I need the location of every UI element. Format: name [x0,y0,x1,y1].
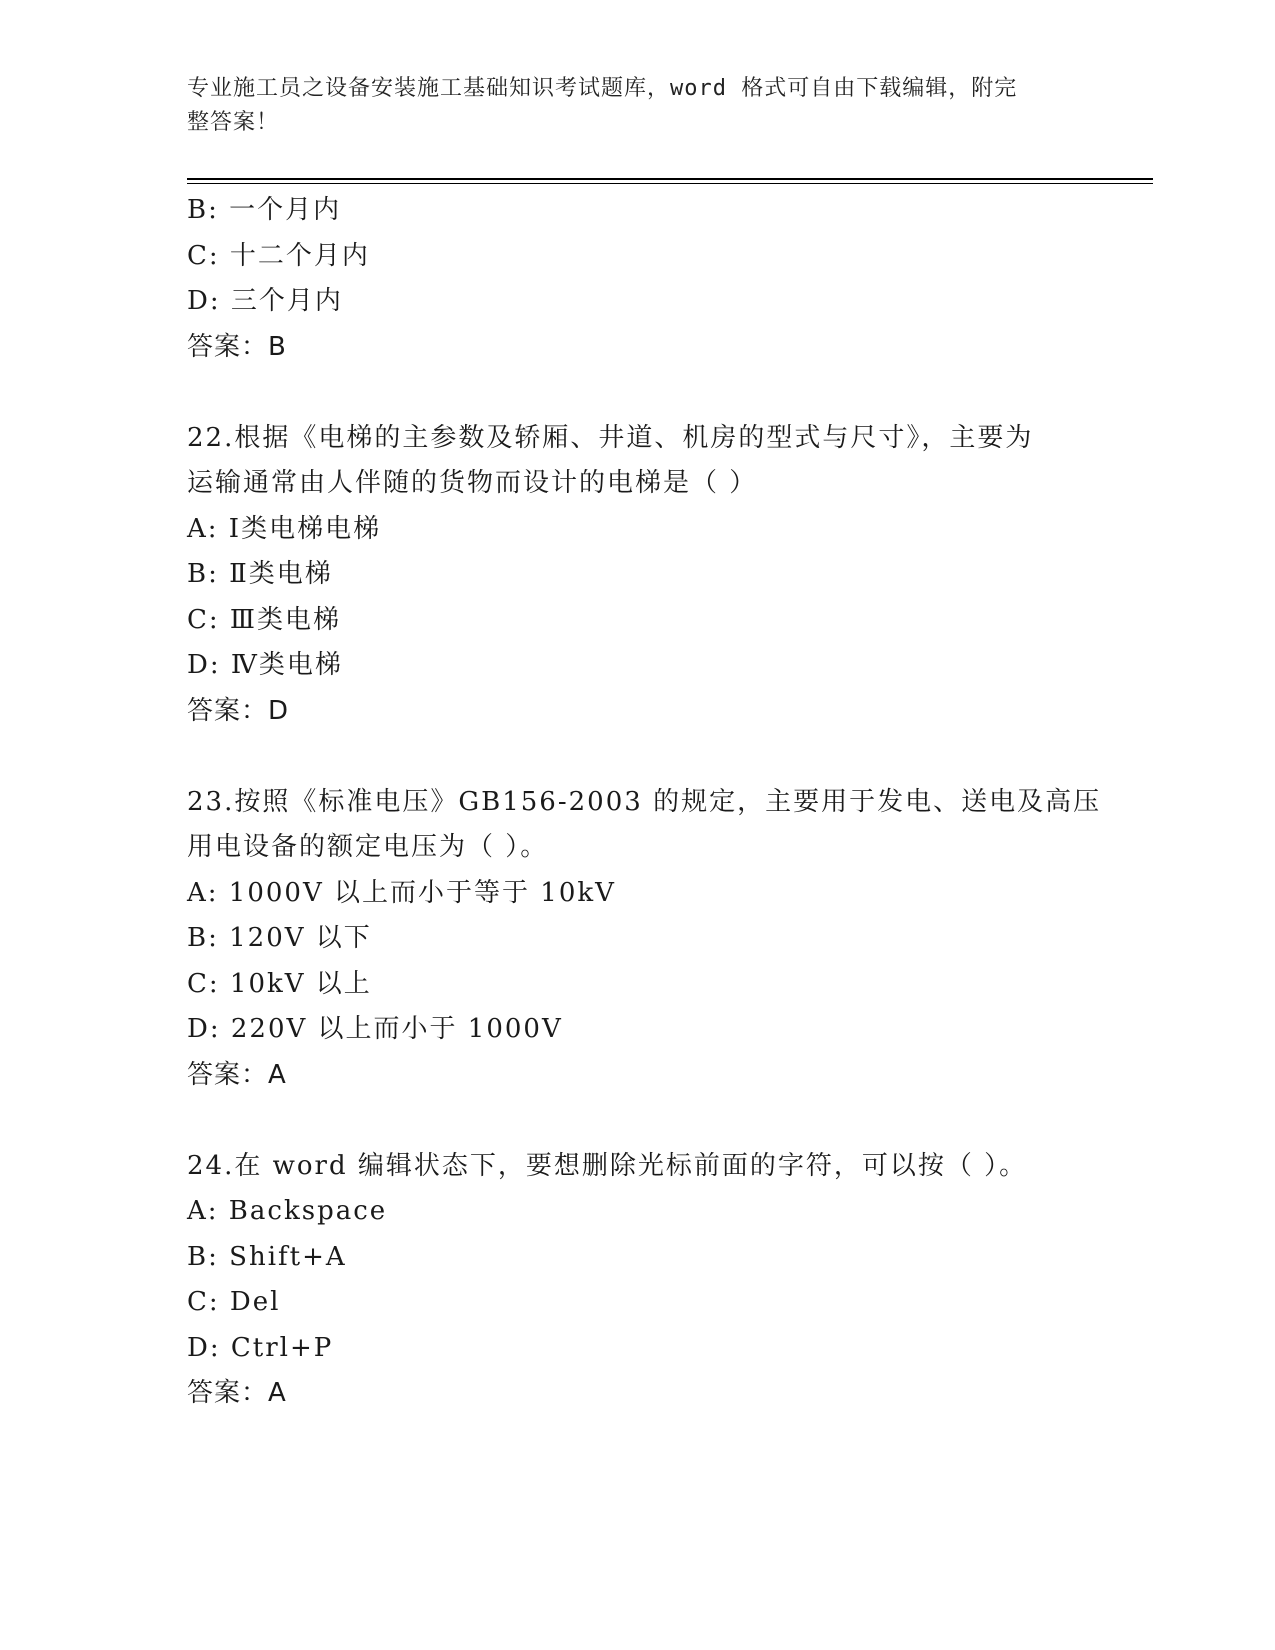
question-stem-line-2: 用电设备的额定电压为（ ）。 [187,832,549,862]
option-b: B: 一个月内 [187,195,342,225]
option-d: D: 220V 以上而小于 1000V [187,1014,563,1044]
question-content [187,188,1102,1417]
previous-question-tail [187,188,1087,370]
option-b: B: Ⅱ类电梯 [187,559,333,589]
question-stem-line-1: 24.在 word 编辑状态下，要想删除光标前面的字符，可以按（ ）。 [187,1150,1028,1181]
question-24 [187,1144,1087,1417]
option-c: C: Del [187,1287,281,1317]
option-b: B: Shift+A [187,1241,347,1272]
header-divider-thin [187,183,1153,184]
option-d: D: Ctrl+P [187,1332,334,1363]
question-stem-line-1: 23.按照《标准电压》GB156-2003 的规定，主要用于发电、送电及高压 [187,786,1102,817]
option-a: A: 1000V 以上而小于等于 10kV [187,877,616,908]
option-a: A: Backspace [187,1196,388,1226]
question-spacer [187,370,1087,416]
question-stem-line-1: 22.根据《电梯的主参数及轿厢、井道、机房的型式与尺寸》，主要为 [187,422,1034,453]
option-c: C: 10kV 以上 [187,968,372,999]
answer-line: 答案：D [187,695,290,726]
answer-line: 答案：A [187,1378,287,1408]
option-c: C: 十二个月内 [187,240,370,271]
option-c: C: Ⅲ类电梯 [187,604,341,635]
question-22 [187,416,1087,735]
option-d: D: Ⅳ类电梯 [187,650,343,680]
question-spacer [187,1098,1087,1144]
answer-line: 答案：A [187,1059,287,1090]
option-b: B: 120V 以下 [187,923,372,953]
header-title-line-1: 专业施工员之设备安装施工基础知识考试题库，word 格式可自由下载编辑，附完 [187,76,1018,101]
answer-line: 答案：B [187,331,287,362]
header-divider-thick [187,178,1153,180]
question-spacer [187,734,1087,780]
question-stem-line-2: 运输通常由人伴随的货物而设计的电梯是（ ） [187,468,758,498]
option-a: A: Ⅰ类电梯电梯 [187,513,382,544]
option-d: D: 三个月内 [187,286,343,316]
document-header [187,72,1067,140]
header-title-line-2: 整答案！ [187,110,280,135]
question-23 [187,780,1102,1099]
